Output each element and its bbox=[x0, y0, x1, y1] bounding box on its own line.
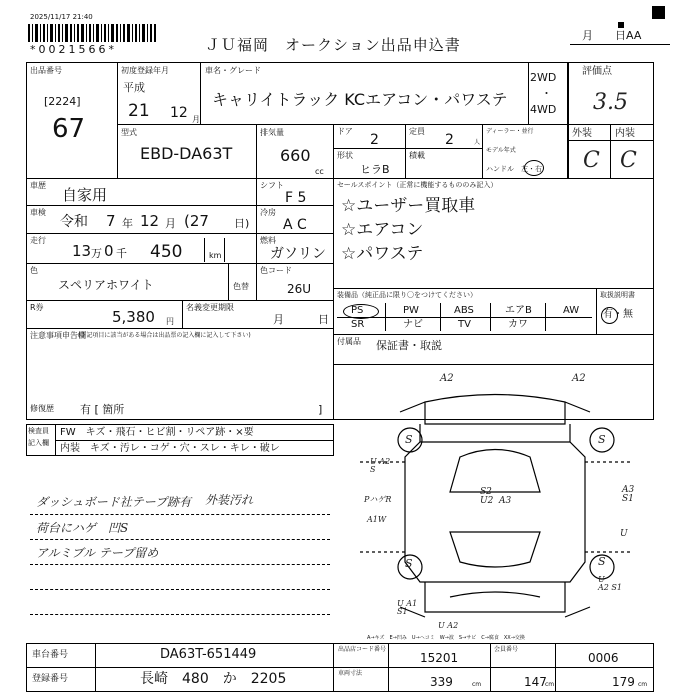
fuel-label: 燃料 bbox=[260, 236, 276, 245]
inspection-era: 令和 bbox=[60, 214, 88, 230]
model-value: EBD-DA63T bbox=[140, 144, 233, 163]
notes-sub: (下記項目に該当がある場合は出品票の記入欄に記入して下さい) bbox=[78, 332, 251, 339]
dimensions-label: 車両寸法 bbox=[338, 670, 363, 677]
height-value: 179 bbox=[612, 675, 635, 689]
mark-top-right: A2 bbox=[572, 373, 586, 384]
inspection-day-unit: 日) bbox=[234, 217, 250, 230]
mark-top-left: A2 bbox=[440, 373, 454, 384]
ac-label: 冷房 bbox=[260, 208, 276, 217]
first-reg-era: 平成 bbox=[123, 81, 145, 94]
inspection-month: 12 bbox=[140, 212, 160, 230]
mark-right-a3: A3 S1 bbox=[622, 485, 635, 504]
month-day-field: 月 日AA bbox=[582, 29, 642, 42]
drive-4wd: 4WD bbox=[530, 103, 557, 116]
sales-points-label: セールスポイント（正常に機能するもののみ記入） bbox=[337, 181, 498, 189]
inspector-label: 検査員 bbox=[28, 427, 49, 435]
member-number: 0006 bbox=[588, 651, 619, 665]
equip-navi: ナビ bbox=[403, 319, 423, 330]
main-form bbox=[26, 62, 654, 420]
doors-label: ドア bbox=[337, 127, 353, 136]
handwritten-note-3: 荷台にハゲ 凹S bbox=[36, 521, 129, 535]
notes-label: 注意事項申告欄 bbox=[30, 331, 86, 340]
color-change-label: 色替 bbox=[233, 282, 249, 291]
equip-aw: AW bbox=[563, 305, 580, 316]
length-unit: cm bbox=[472, 681, 482, 688]
width-value: 147 bbox=[524, 675, 547, 689]
car-name-label: 車名・グレード bbox=[205, 66, 261, 75]
print-timestamp: 2025/11/17 21:40 bbox=[30, 13, 93, 21]
equip-abs: ABS bbox=[454, 305, 474, 316]
repair-value: 有 [ 箇所 bbox=[80, 403, 125, 416]
load-label: 積載 bbox=[409, 151, 425, 160]
exhibitor-code-label: 出品店コード番号 bbox=[338, 646, 387, 653]
name-change-day: 日 bbox=[318, 313, 329, 326]
exhibitor-code: 15201 bbox=[420, 651, 459, 665]
shift-label: シフト bbox=[260, 181, 284, 190]
interior-grade: C bbox=[620, 148, 637, 173]
repair-label: 修復歴 bbox=[30, 404, 54, 413]
inspection-year-unit: 年 bbox=[122, 217, 133, 230]
member-label: 会員番号 bbox=[494, 646, 519, 653]
recycle-unit: 円 bbox=[166, 317, 174, 326]
color-code-value: 26U bbox=[287, 282, 312, 296]
mileage-rest: 450 bbox=[150, 242, 183, 262]
inspector-row1: FW キズ・飛石・ヒビ割・リペア跡・×要 bbox=[60, 427, 254, 438]
plate-label: 登録番号 bbox=[32, 674, 69, 684]
mark-left-a1: A1W bbox=[367, 515, 387, 524]
exterior-label: 外装 bbox=[572, 128, 592, 139]
equip-airbag: エアB bbox=[505, 305, 532, 316]
interior-label: 内装 bbox=[615, 128, 635, 139]
mark-pillar: PハゲR bbox=[364, 495, 392, 504]
mark-right-u: U bbox=[620, 529, 628, 539]
inspection-label: 車検 bbox=[30, 208, 46, 217]
mileage-sen: 0 bbox=[104, 242, 114, 260]
score-label: 評価点 bbox=[582, 66, 612, 77]
exterior-grade: C bbox=[583, 148, 600, 173]
usage-label: 車歴 bbox=[30, 181, 46, 190]
mark-bottom-center: U A2 bbox=[438, 621, 459, 630]
doors-value: 2 bbox=[370, 132, 379, 148]
manual-label: 取扱説明書 bbox=[600, 291, 635, 299]
score-value: 3.5 bbox=[593, 90, 628, 115]
equip-pw: PW bbox=[403, 305, 419, 316]
inspection-year: 7 bbox=[106, 212, 116, 230]
inspection-day: (27 bbox=[184, 212, 209, 230]
sales-point-2: ☆エアコン bbox=[341, 220, 424, 240]
equipment-label: 装備品（純正品に限り〇をつけてください） bbox=[337, 291, 477, 299]
recycle-value: 5,380 bbox=[112, 308, 155, 326]
corner-dot bbox=[618, 22, 624, 28]
equip-sr: SR bbox=[351, 319, 365, 330]
name-change-label: 名義変更期限 bbox=[186, 303, 234, 312]
name-change-month: 月 bbox=[273, 313, 284, 326]
chassis-number: DA63T-651449 bbox=[160, 647, 257, 662]
ac-value: A C bbox=[283, 217, 307, 233]
chassis-label: 車台番号 bbox=[32, 650, 69, 660]
dealer-label: ディーラー・並行 bbox=[486, 128, 534, 135]
barcode-serial: *0021566* bbox=[30, 43, 117, 56]
mileage-unit: km bbox=[209, 251, 222, 260]
handwritten-note-4: アルミブル テープ留め bbox=[36, 546, 159, 560]
displacement-label: 排気量 bbox=[260, 128, 284, 137]
vehicle-damage-diagram bbox=[340, 372, 650, 642]
repair-bracket-close: ] bbox=[318, 403, 323, 416]
lot-bracket: [2224] bbox=[44, 95, 81, 108]
displacement-unit: cc bbox=[315, 167, 324, 176]
capacity-label: 定員 bbox=[409, 127, 425, 136]
drive-2wd: 2WD bbox=[530, 71, 557, 84]
equip-tv: TV bbox=[458, 319, 471, 330]
model-label: 型式 bbox=[121, 128, 137, 137]
first-reg-month-unit: 月 bbox=[192, 115, 200, 124]
handle-left-circle bbox=[524, 160, 544, 176]
form-title: ＪＵ福岡 オークション出品申込書 bbox=[205, 36, 461, 54]
first-reg-year: 21 bbox=[128, 101, 150, 121]
color-label: 色 bbox=[30, 266, 38, 275]
handle-label: ハンドル 左・右 bbox=[486, 165, 542, 173]
mark-center: S2 U2 A3 bbox=[480, 487, 512, 506]
height-unit: cm bbox=[638, 681, 648, 688]
displacement-value: 660 bbox=[280, 146, 311, 165]
first-reg-month: 12 bbox=[170, 105, 188, 121]
color-value: スペリアホワイト bbox=[58, 278, 154, 292]
equip-leather: カワ bbox=[508, 319, 528, 330]
sales-point-3: ☆パワステ bbox=[341, 244, 424, 264]
shape-value: ヒラB bbox=[360, 163, 390, 176]
damage-legend: A→キズ E→凹み U→ヘコミ W→波 S→サビ C→腐食 XX→交換 bbox=[367, 635, 525, 641]
plate-number: 長崎 480 か 2205 bbox=[140, 671, 287, 687]
usage-value: 自家用 bbox=[62, 186, 108, 204]
sales-point-1: ☆ユーザー買取車 bbox=[341, 196, 476, 216]
shape-label: 形状 bbox=[337, 151, 353, 160]
handwritten-note-1: ダッシュボード社テープ跡有 bbox=[36, 495, 192, 509]
mileage-man: 13 bbox=[72, 242, 92, 260]
manual-value: 有・無 bbox=[603, 309, 633, 320]
inspector-row2: 内装 キズ・汚レ・コゲ・穴・スレ・キレ・破レ bbox=[60, 443, 280, 454]
width-unit: cm bbox=[545, 681, 555, 688]
handwritten-note-2: 外装汚れ bbox=[205, 493, 254, 507]
model-year-label: モデル年式 bbox=[486, 147, 516, 154]
capacity-value: 2 bbox=[445, 132, 454, 148]
documents-value: 保証書・取説 bbox=[376, 339, 442, 352]
inspection-month-unit: 月 bbox=[165, 217, 176, 230]
inspector-sublabel: 記入欄 bbox=[28, 439, 49, 447]
mark-rear-right-detail: U A2 S1 bbox=[598, 575, 622, 592]
mark-left-mid: U A2 S bbox=[370, 457, 391, 474]
mark-front-right: S bbox=[598, 433, 606, 446]
car-name-value: キャリイトラック KCエアコン・パワステ bbox=[212, 90, 508, 109]
length-value: 339 bbox=[430, 675, 453, 689]
mark-rear-right: S bbox=[598, 555, 606, 568]
mileage-label: 走行 bbox=[30, 236, 46, 245]
equip-ps: PS bbox=[351, 305, 364, 316]
lot-label: 出品番号 bbox=[30, 66, 62, 75]
mileage-man-unit: 万 bbox=[91, 247, 102, 260]
color-code-label: 色コード bbox=[260, 266, 292, 275]
recycle-label: R券 bbox=[30, 303, 44, 312]
fuel-value: ガソリン bbox=[270, 246, 326, 262]
mark-bottom-left: U A1 S1 bbox=[397, 599, 418, 616]
barcode bbox=[28, 24, 158, 42]
lot-number: 67 bbox=[52, 114, 86, 144]
mark-rear-left: S bbox=[405, 557, 413, 570]
drive-dot: ・ bbox=[541, 87, 552, 100]
documents-label: 付属品 bbox=[337, 337, 361, 346]
mileage-sen-unit: 千 bbox=[116, 247, 127, 260]
mark-front-left: S bbox=[405, 433, 413, 446]
shift-value: F 5 bbox=[285, 190, 307, 206]
corner-marker bbox=[652, 6, 665, 19]
capacity-unit: 人 bbox=[474, 139, 481, 146]
first-reg-label: 初度登録年月 bbox=[121, 66, 169, 75]
